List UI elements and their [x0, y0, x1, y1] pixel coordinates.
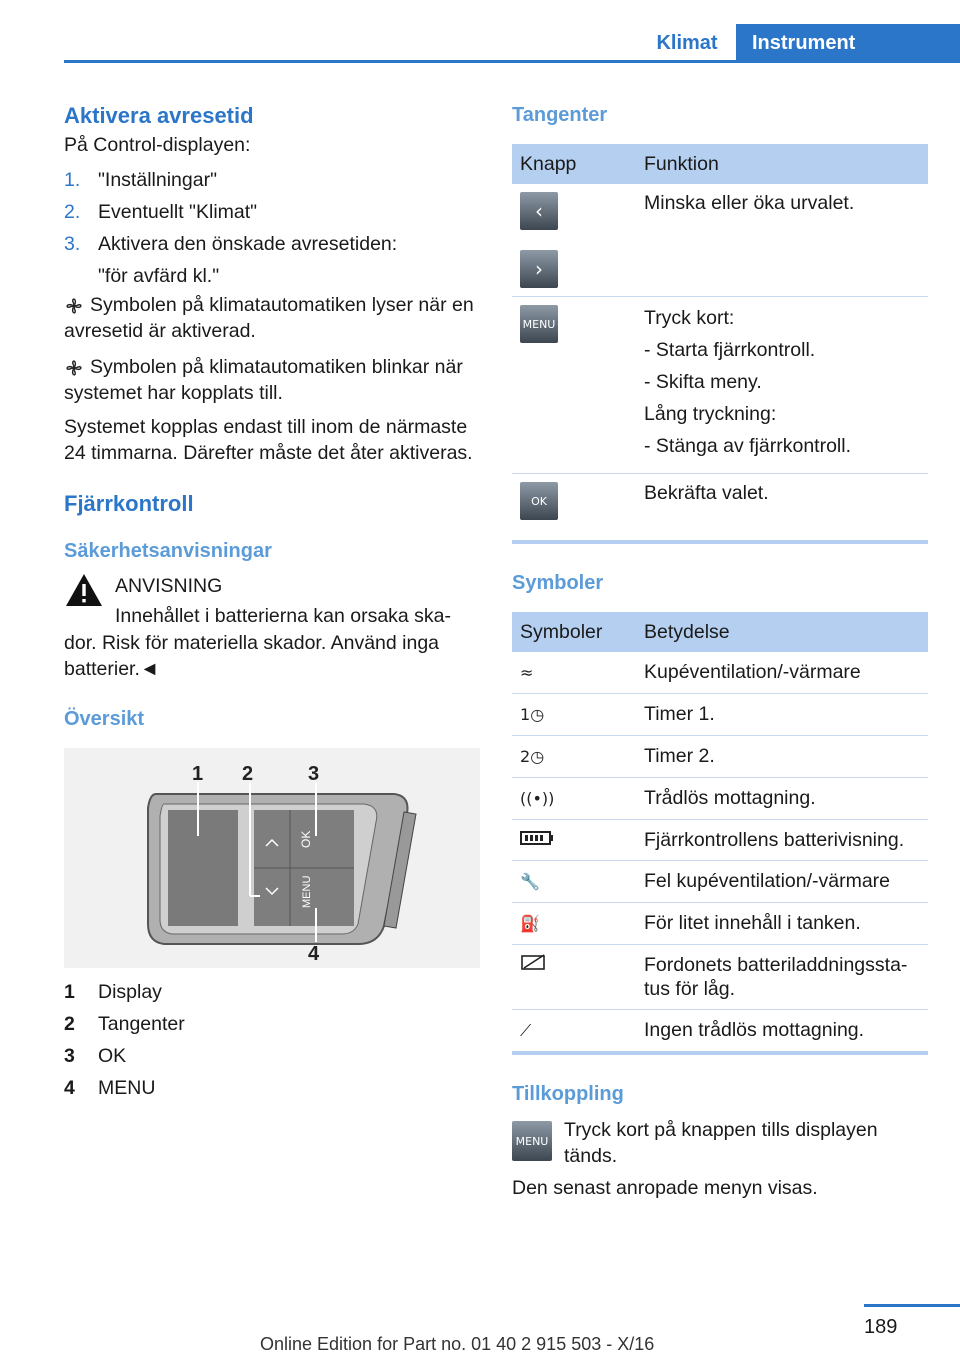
table-cell: Timer 1.: [636, 694, 928, 736]
tab-instrument[interactable]: Instrument: [736, 24, 960, 62]
table-cell: [636, 297, 928, 474]
figure-ok-label: OK: [299, 830, 313, 848]
fan-icon: [64, 296, 84, 316]
warning-block: [64, 570, 480, 682]
legend-key: 3: [64, 1045, 75, 1067]
table-cell: Fjärrkontrollens batterivisning.: [636, 820, 928, 861]
no-wireless-icon: ⟋: [520, 1021, 532, 1040]
table-header: Betydelse: [636, 612, 928, 652]
legend-value: Tangenter: [98, 1013, 185, 1035]
table-cell: Timer 2.: [636, 736, 928, 778]
legend-value: Display: [98, 981, 162, 1003]
heading-tillkoppling: Tillkoppling: [512, 1083, 624, 1105]
heading-tangenter: Tangenter: [512, 104, 608, 126]
symbol-note-text: Symbolen på klimatautomatiken lyser när en avresetid är aktiverad.: [64, 294, 474, 342]
tillkoppling-text: Tryck kort på knappen tills displayen tänds.: [564, 1119, 878, 1167]
figure-legend: [64, 976, 480, 1104]
intro-text: På Control-displayen:: [64, 134, 251, 156]
step-text: "Inställningar": [98, 169, 217, 191]
menu-button-icon: MENU: [520, 305, 558, 343]
chevron-right-icon: ›: [520, 250, 558, 288]
tillkoppling-after-text: Den senast anropade menyn visas.: [512, 1177, 818, 1199]
legend-key: 2: [64, 1013, 75, 1035]
list-item: [64, 1040, 480, 1072]
cell-line: Lång tryckning:: [644, 403, 777, 425]
legend-value: MENU: [98, 1077, 156, 1099]
warning-text-first: Innehållet i batterierna kan orsaka ska-: [115, 605, 452, 627]
table-row: [512, 778, 928, 820]
step-number: 2.: [64, 201, 81, 223]
table-cell: Fordonets batteriladdningssta-tus för låg.: [636, 945, 928, 1010]
menu-button-icon: MENU: [512, 1121, 552, 1161]
chevron-left-icon: ‹: [520, 192, 558, 230]
table-end-rule: [512, 540, 928, 544]
paragraph-reactivate: Systemet kopplas endast till inom de närmaste 24 timmarna. Därefter måste det åter aktiveras.: [64, 416, 473, 464]
step-number: 3.: [64, 233, 81, 255]
table-row: [512, 1010, 928, 1052]
table-row: [512, 297, 928, 474]
timer-1-icon: 1◷: [520, 705, 545, 724]
table-cell: Fel kupéventilation/-värmare: [636, 861, 928, 903]
wrench-icon: 🔧: [520, 872, 540, 891]
table-row: [512, 652, 928, 694]
table-end-rule: [512, 1051, 928, 1055]
symbol-note-1: [64, 292, 480, 344]
warning-text-rest: dor. Risk för materiella skador. Använd inga batterier.◄: [64, 632, 440, 680]
wireless-icon: ((•)): [520, 789, 555, 808]
warning-title: ANVISNING: [115, 575, 223, 597]
figure-menu-label: MENU: [301, 875, 313, 908]
edition-text: Online Edition for Part no. 01 40 2 915 503 - X/16: [260, 1334, 655, 1354]
list-item: [64, 228, 480, 292]
remote-key-figure: [64, 748, 480, 968]
ok-button-icon: OK: [520, 482, 558, 520]
table-row: [512, 945, 928, 1010]
callout-2: 2: [242, 763, 254, 785]
heading-aktivera-avresetid: Aktivera avresetid: [64, 103, 254, 128]
step-subtext: "för avfärd kl.": [98, 265, 220, 287]
step-text: Aktivera den önskade avresetiden:: [98, 233, 398, 255]
symbol-note-text: Symbolen på klimatautomatiken blinkar när systemet har kopplats till.: [64, 356, 463, 404]
heading-symboler: Symboler: [512, 572, 604, 594]
symbols-table: [512, 612, 928, 1051]
table-cell: Trådlös mottagning.: [636, 778, 928, 820]
right-column: [512, 100, 928, 1201]
symbol-note-2: [64, 354, 480, 406]
table-row: [512, 861, 928, 903]
legend-key: 4: [64, 1077, 75, 1099]
header-rule: [64, 60, 960, 63]
table-row: [512, 736, 928, 778]
table-header: Symboler: [512, 612, 636, 652]
keys-table: [512, 144, 928, 540]
left-column: [64, 100, 480, 1104]
table-header: Knapp: [512, 144, 636, 184]
table-cell: Ingen trådlös mottagning.: [644, 1019, 865, 1041]
table-row: [512, 474, 928, 541]
battery-icon: [520, 830, 554, 846]
step-text: Eventuellt "Klimat": [98, 201, 258, 223]
cell-line: - Starta fjärrkontroll.: [644, 339, 816, 361]
tillkoppling-block: [512, 1117, 928, 1169]
list-item: [64, 196, 480, 228]
page-number: 189: [864, 1316, 898, 1338]
table-row: [512, 903, 928, 945]
fuel-icon: ⛽: [520, 914, 540, 933]
callout-3: 3: [308, 763, 320, 785]
callout-4: 4: [308, 943, 320, 965]
list-item: [64, 1072, 480, 1104]
footer-rule: [864, 1304, 960, 1307]
heading-fjarrkontroll: Fjärrkontroll: [64, 491, 194, 516]
list-item: [64, 976, 480, 1008]
table-row: [512, 694, 928, 736]
heater-icon: ≈: [520, 663, 534, 682]
table-cell: Minska eller öka urvalet.: [636, 184, 928, 297]
table-row: [512, 820, 928, 861]
list-item: [64, 164, 480, 196]
battery-low-icon: [520, 953, 548, 971]
cell-line: Tryck kort:: [644, 307, 735, 329]
table-cell: För litet innehåll i tanken.: [636, 903, 928, 945]
table-row: [512, 184, 928, 297]
heading-sakerhetsanvisningar: Säkerhetsanvisningar: [64, 540, 272, 562]
callout-1: 1: [192, 763, 204, 785]
legend-key: 1: [64, 981, 75, 1003]
step-number: 1.: [64, 169, 81, 191]
timer-2-icon: 2◷: [520, 747, 545, 766]
table-header: Funktion: [636, 144, 928, 184]
tab-klimat[interactable]: Klimat: [656, 31, 718, 54]
fan-icon: [64, 358, 84, 378]
heading-oversikt: Översikt: [64, 708, 145, 730]
legend-value: OK: [98, 1045, 127, 1067]
table-cell: Kupéventilation/-värmare: [636, 652, 928, 694]
table-cell: Bekräfta valet.: [644, 482, 769, 504]
list-item: [64, 1008, 480, 1040]
cell-line: - Stänga av fjärrkontroll.: [644, 435, 852, 457]
warning-icon: [64, 572, 104, 608]
cell-line: - Skifta meny.: [644, 371, 762, 393]
remote-key-illustration: [64, 748, 480, 968]
steps-list: [64, 164, 480, 292]
